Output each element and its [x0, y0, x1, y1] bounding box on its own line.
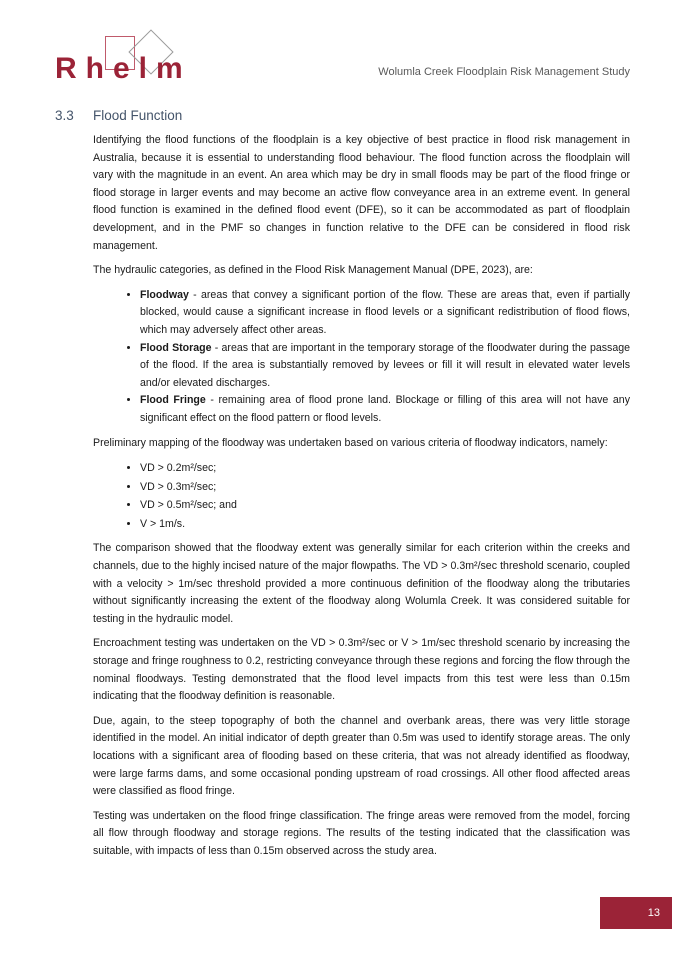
paragraph-fringe-testing: Testing was undertaken on the flood fringe classification. The fringe areas were removed from the model, forcing all flow through floodway and storage regions. The results of the testing indicated that the classification was suitable, with impacts of less than 0.15m observed across the study area.: [93, 809, 630, 857]
paragraph-hydraulic-intro: The hydraulic categories, as defined in the Flood Risk Management Manual (DPE, 2023), are:: [93, 264, 533, 277]
page-number-badge: [600, 897, 672, 929]
section-title: Flood Function: [93, 108, 183, 123]
bullet-term: Flood Fringe: [140, 394, 206, 407]
criteria-item: • VD > 0.2m²/sec;: [140, 459, 630, 478]
bullet-term: Flood Storage: [140, 341, 212, 354]
criteria-item: • VD > 0.5m²/sec; and: [140, 496, 630, 515]
paragraph-storage: Due, again, to the steep topography of both the channel and overbank areas, there was very little storage identified in the model. An initial indicator of depth greater than 0.5m was used to identify storage areas. The only locations with a significant area of flooding based on these criteria, that was not already identified as floodway, were large farms dams, and some occasional ponding upstream of road crossings. All other flood affected areas were classified as flood fringe.: [93, 714, 630, 798]
page-content: [55, 106, 630, 868]
paragraph-comparison: The comparison showed that the floodway extent was generally similar for each criterion within the creeks and channels, due to the highly incised nature of the major flowpaths. The VD > 0.3m²/sec threshold scenario, coupled with a velocity > 1m/sec threshold provided a more continuous definition of the floodway along the tributaries without significantly increasing the extent of the floodway along Wolumla Creek. It was considered suitable for testing in the hydraulic model.: [93, 542, 630, 625]
bullet-text: - areas that convey a significant portion of the flow. These are areas that, even if partially blocked, would cause a significant increase in flood levels or a significant redistribution of flood flows, which may adversely affect other areas.: [140, 288, 630, 336]
bullet-text: - areas that are important in the temporary storage of the floodwater during the passage of the flood. If the area is substantially removed by levees or fill it will result in elevated water levels and/or elevated discharges.: [140, 341, 630, 389]
hydraulic-bullet-list: [118, 287, 630, 428]
bullet-text: - remaining area of flood prone land. Blockage or filling of this area will not have any significant effect on the flood pattern or flood levels.: [140, 394, 630, 424]
paragraph-encroachment: Encroachment testing was undertaken on the VD > 0.3m²/sec or V > 1m/sec threshold scenario by increasing the storage and fringe roughness to 0.2, restricting conveyance through these regions and forcing the flow through the nominal floodways. Testing demonstrated that the flood level impacts from this test were less than 0.15m indicating that the floodway definition is reasonable.: [93, 637, 630, 703]
page-number: 13: [647, 907, 660, 919]
criteria-item: • V > 1m/s.: [140, 515, 630, 534]
paragraph-intro: Identifying the flood functions of the floodplain is a key objective of best practice in flood risk management in Australia, because it is essential to understanding flood behaviour. The flood function across the floodplain will vary with the magnitude in an event. An area which may be dry in small floods may be part of the flood fringe or flood storage in larger events and may become an active flow conveyance area in an extreme event. In general flood function is examined in the defined flood event (DFE), so it can be accommodated as part of floodplain development, and in the PMF so changes in function relative to the DFE can be considered in flood risk management.: [93, 134, 630, 252]
section-number: 3.3: [55, 108, 74, 123]
paragraph-criteria-intro: Preliminary mapping of the floodway was undertaken based on various criteria of floodway indicators, namely:: [93, 436, 608, 449]
criteria-bullet-list: [118, 459, 630, 533]
doc-title: Wolumla Creek Floodplain Risk Management Study: [378, 66, 630, 78]
bullet-item-flood-fringe: [140, 392, 630, 427]
bullet-item-floodway: [140, 287, 630, 340]
rhelm-logo: [55, 28, 205, 86]
logo-wordmark: Rhelm: [55, 52, 192, 85]
bullet-term: Floodway: [140, 288, 189, 301]
criteria-item: • VD > 0.3m²/sec;: [140, 478, 630, 497]
section-heading: [55, 106, 630, 126]
page-header: [55, 28, 630, 88]
bullet-item-flood-storage: [140, 340, 630, 393]
